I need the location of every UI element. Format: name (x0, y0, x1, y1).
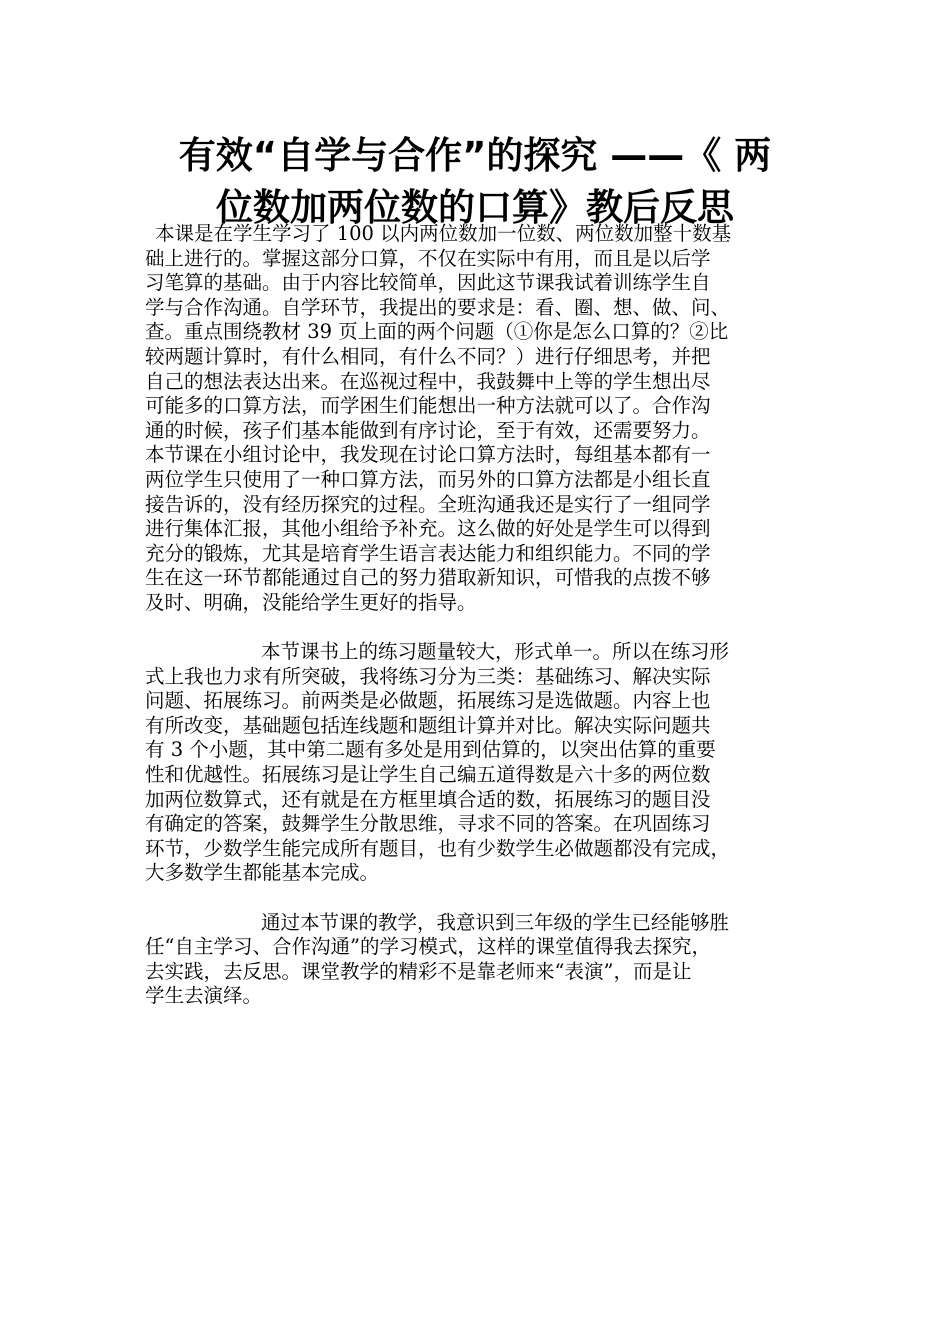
title-line-2: 位数加两位数的口算》教后反思 (216, 186, 734, 229)
paragraph-line: 有所改变，基础题包括连线题和题组计算并对比。解决实际问题共 (145, 713, 711, 737)
paragraph-line: 及时、明确，没能给学生更好的指导。 (145, 590, 477, 614)
paragraph-line: 学与合作沟通。自学环节，我提出的要求是：看、圈、想、做、问、 (145, 295, 731, 319)
paragraph-2 (145, 640, 815, 886)
paragraph-line: 查。重点围绕教材 39 页上面的两个问题（①你是怎么口算的？②比 (145, 320, 729, 344)
paragraph-3 (145, 911, 815, 1009)
paragraph-line: 环节，少数学生能完成所有题目，也有少数学生必做题都没有完成， (145, 836, 731, 860)
paragraph-gap (145, 616, 815, 641)
paragraph-line: 本节课在小组讨论中，我发现在讨论口算方法时，每组基本都有一 (145, 443, 711, 467)
paragraph-line: 通的时候，孩子们基本能做到有序讨论，至于有效，还需要努力。 (145, 418, 711, 442)
paragraph-line: 任“自主学习、合作沟通”的学习模式，这样的课堂值得我去探究， (145, 935, 711, 959)
paragraph-line: 学生去演绎。 (145, 984, 263, 1008)
paragraph-line: 进行集体汇报，其他小组给予补充。这么做的好处是学生可以得到 (145, 517, 711, 541)
paragraph-line: 大多数学生都能基本完成。 (145, 861, 380, 885)
paragraph-line: 有 3 个小题，其中第二题有多处是用到估算的，以突出估算的重要 (145, 738, 716, 762)
paragraph-line: 自己的想法表达出来。在巡视过程中，我鼓舞中上等的学生想出尽 (145, 369, 711, 393)
paragraph-line: 两位学生只使用了一种口算方法，而另外的口算方法都是小组长直 (145, 467, 711, 491)
paragraph-line: 较两题计算时，有什么相同，有什么不同？）进行仔细思考，并把 (145, 344, 711, 368)
paragraph-line: 本节课书上的练习题量较大，形式单一。所以在练习形 (261, 640, 730, 664)
title-line-1: 有效“自学与合作”的探究 ——《 两 (178, 134, 772, 177)
paragraph-line: 充分的锻炼，尤其是培育学生语言表达能力和组织能力。不同的学 (145, 541, 711, 565)
paragraph-line: 通过本节课的教学，我意识到三年级的学生已经能够胜 (261, 910, 730, 934)
paragraph-line: 问题、拓展练习。前两类是必做题，拓展练习是选做题。内容上也 (145, 689, 711, 713)
paragraph-gap (145, 886, 815, 911)
paragraph-line: 加两位数算式，还有就是在方框里填合适的数，拓展练习的题目没 (145, 787, 711, 811)
document-title (140, 130, 810, 234)
paragraph-line: 去实践，去反思。课堂教学的精彩不是靠老师来“表演”，而是让 (145, 959, 692, 983)
paragraph-line: 本课是在学生学习了 100 以内两位数加一位数、两位数加整十数基 (155, 222, 732, 245)
paragraph-line: 习笔算的基础。由于内容比较简单，因此这节课我试着训练学生自 (145, 271, 711, 295)
paragraph-line: 生在这一环节都能通过自己的努力猎取新知识，可惜我的点拨不够 (145, 566, 711, 590)
paragraph-line: 式上我也力求有所突破，我将练习分为三类：基础练习、解决实际 (145, 664, 711, 688)
paragraph-line: 性和优越性。拓展练习是让学生自己编五道得数是六十多的两位数 (145, 763, 711, 787)
paragraph-line: 接告诉的，没有经历探究的过程。全班沟通我还是实行了一组同学 (145, 492, 711, 516)
paragraph-line: 础上进行的。掌握这部分口算，不仅在实际中有用，而且是以后学 (145, 246, 711, 270)
paragraph-1 (145, 222, 815, 616)
paragraph-line: 有确定的答案，鼓舞学生分散思维，寻求不同的答案。在巩固练习 (145, 812, 711, 836)
document-body (145, 222, 815, 1009)
paragraph-line: 可能多的口算方法，而学困生们能想出一种方法就可以了。合作沟 (145, 394, 711, 418)
